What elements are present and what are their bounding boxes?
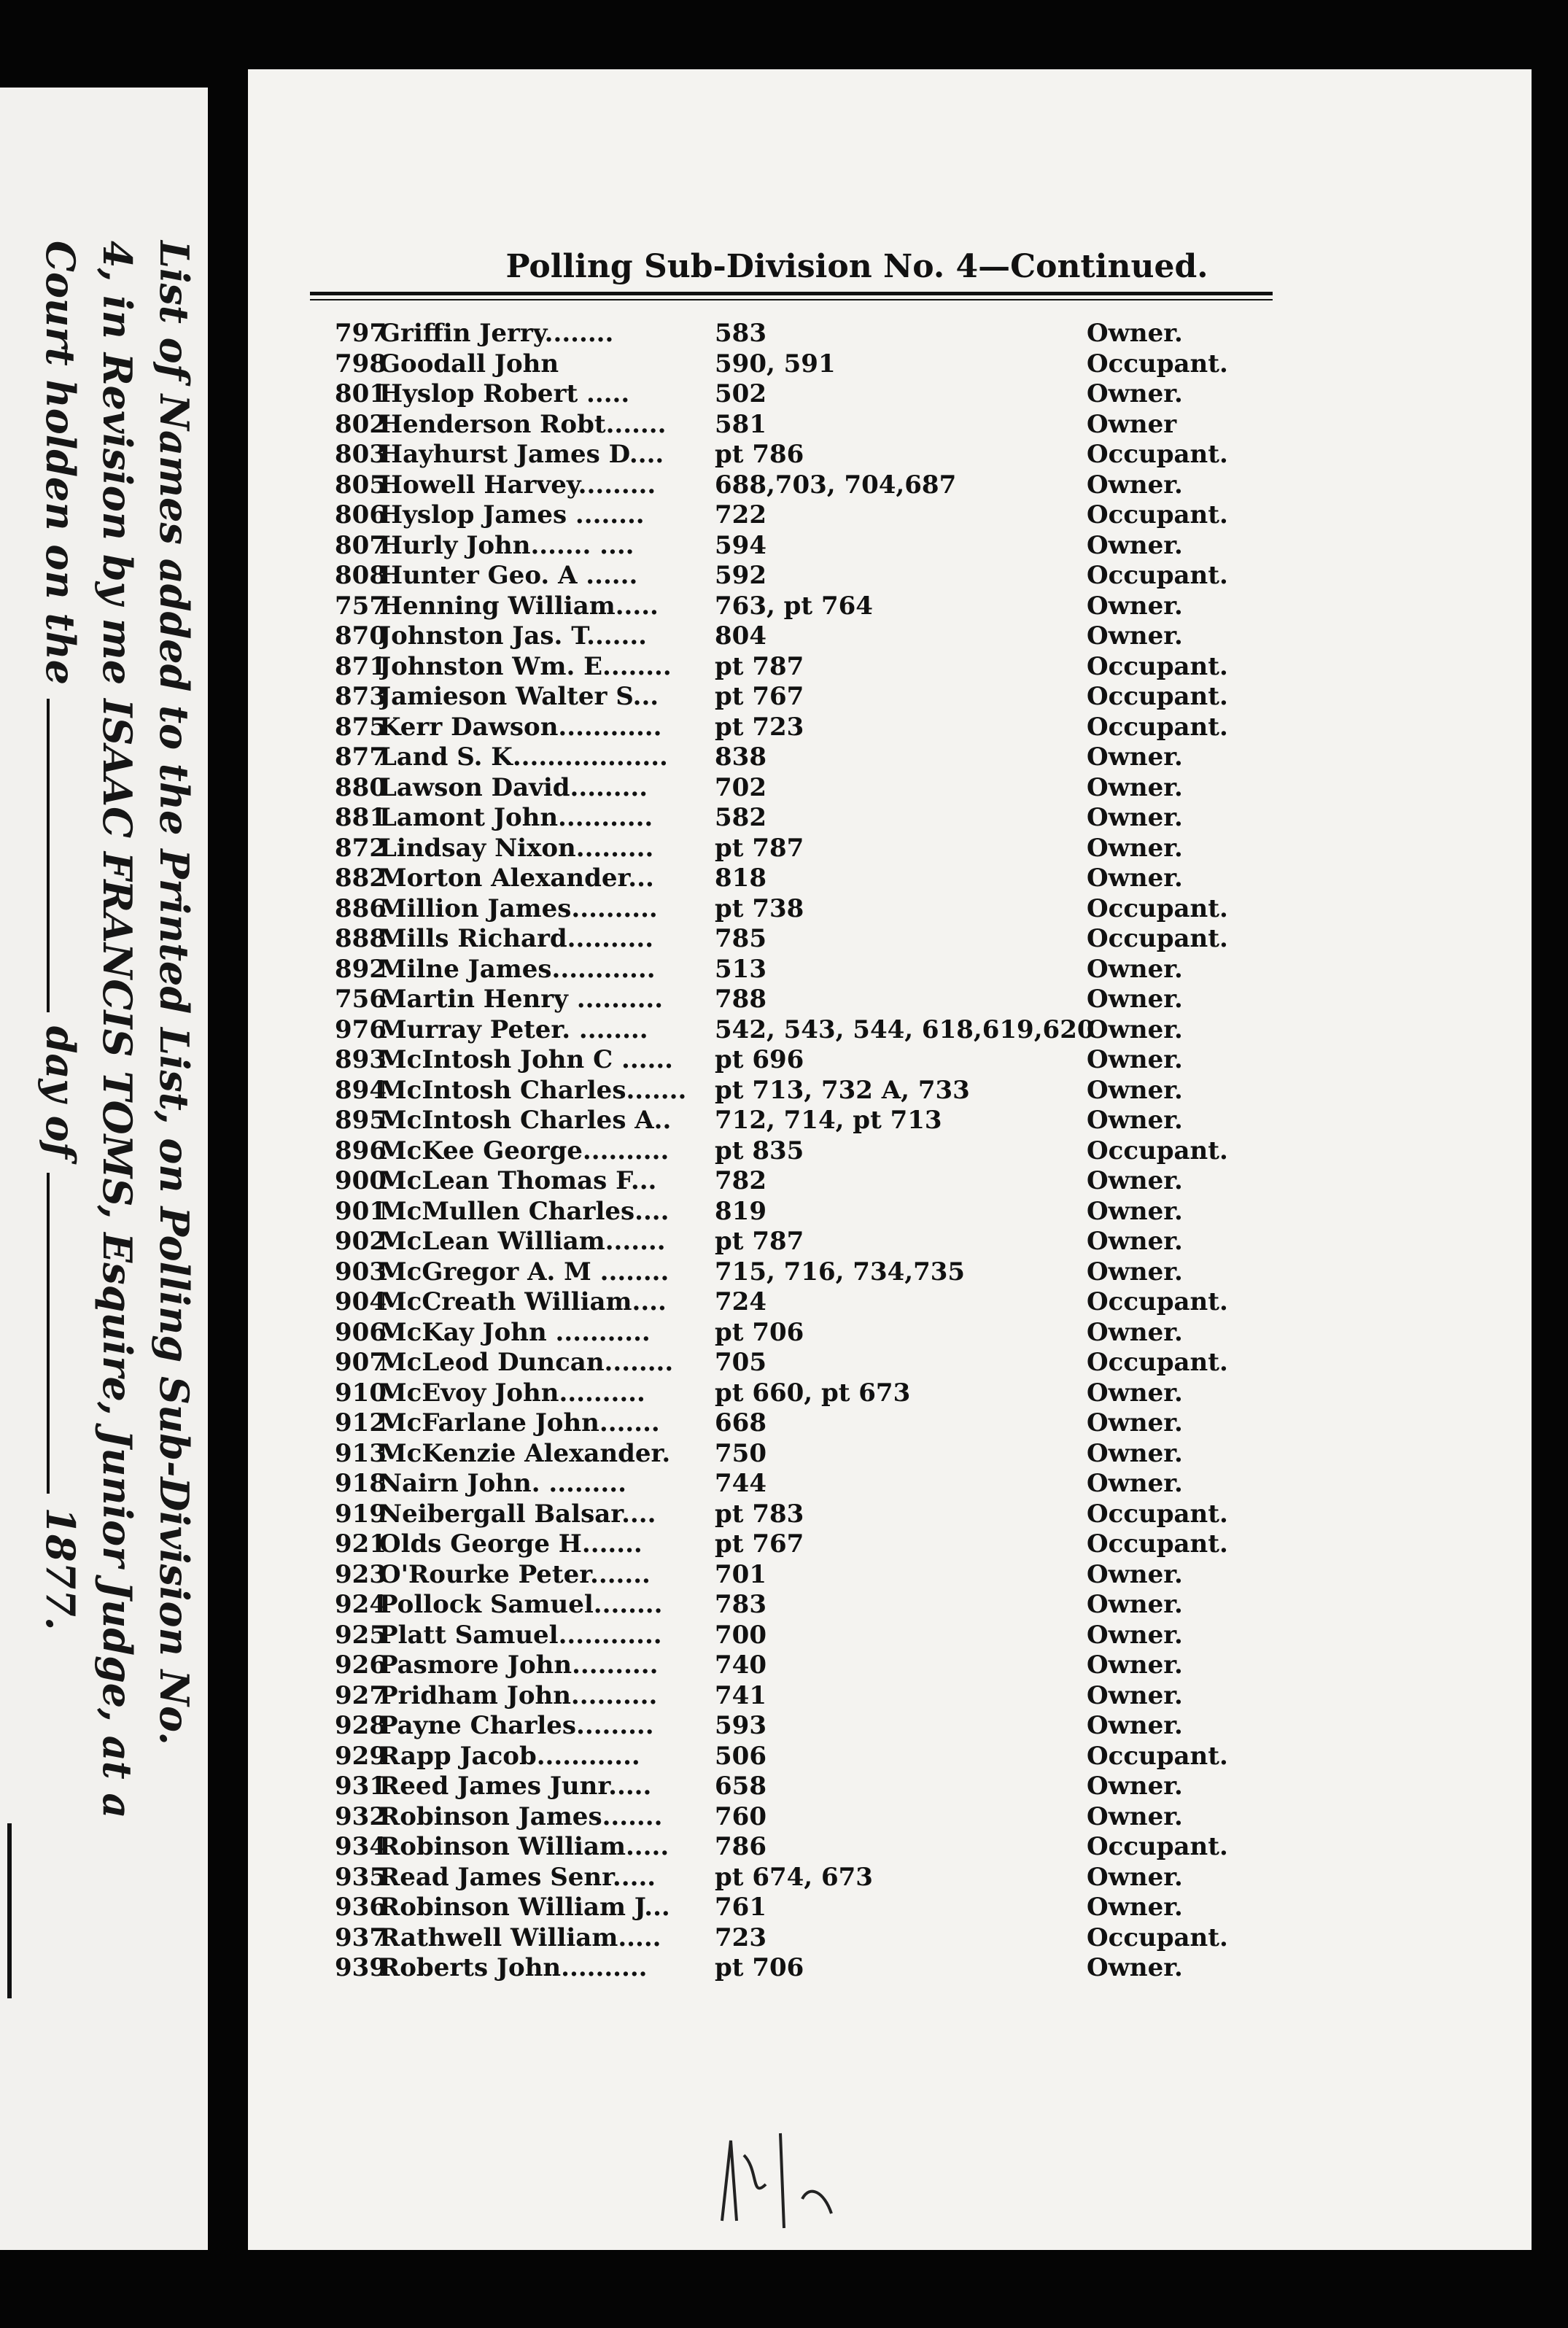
list-item [248,1499,1532,1530]
date-blank [47,699,73,1012]
list-item [248,500,1532,531]
list-item [248,349,1532,380]
voter-name: McFarlane John....... [379,1408,660,1437]
list-item [248,1681,1532,1712]
list-item [248,652,1532,683]
tenure-status: Owner. [1087,1650,1183,1680]
lot-numbers: 818 [715,864,766,893]
voter-name: Morton Alexander... [379,864,654,893]
voter-name: Griffin Jerry........ [379,319,614,348]
entry-number: 919 [335,1499,387,1529]
tenure-status: Owner. [1087,1257,1183,1287]
tenure-status: Owner. [1087,1469,1183,1498]
lot-numbers: 668 [715,1408,766,1437]
list-item [248,1015,1532,1046]
list-item [248,742,1532,773]
tenure-status: Owner. [1087,1014,1183,1044]
voter-name: Read James Senr..... [379,1862,656,1892]
lot-numbers: 581 [715,409,766,439]
entry-number: 873 [335,682,387,711]
voter-name: McMullen Charles.... [379,1196,669,1226]
entry-number: 896 [335,1136,387,1165]
lot-numbers: pt 660, pt 673 [715,1378,911,1408]
voter-name: Rapp Jacob............ [379,1741,640,1771]
entry-number: 803 [335,440,387,469]
lot-numbers: 785 [715,924,766,953]
entry-number: 935 [335,1862,387,1892]
tenure-status: Occupant. [1087,682,1228,711]
tenure-status: Occupant. [1087,500,1228,529]
entry-number: 932 [335,1801,387,1831]
list-item [248,1953,1532,1984]
voter-name: Hunter Geo. A ...... [379,561,638,590]
side-note-line-3 [32,241,89,2028]
list-item [248,955,1532,985]
entry-number: 808 [335,561,387,590]
entry-number: 939 [335,1953,387,1982]
tenure-status: Owner. [1087,954,1183,984]
list-item [248,1590,1532,1621]
lot-numbers: pt 835 [715,1136,804,1165]
title-rule [310,292,1273,295]
list-item [248,591,1532,622]
voter-name: Pollock Samuel........ [379,1590,663,1619]
list-item [248,1439,1532,1470]
list-item [248,924,1532,955]
voter-name: Kerr Dawson............ [379,712,662,742]
lot-numbers: 750 [715,1438,766,1468]
register-page [248,69,1532,2250]
list-item [248,985,1532,1015]
tenure-status: Owner. [1087,1106,1183,1135]
list-item [248,1560,1532,1591]
entry-number: 805 [335,470,387,500]
list-item [248,1106,1532,1136]
entry-number: 806 [335,500,387,529]
entry-number: 894 [335,1075,387,1105]
lot-numbers: pt 696 [715,1045,804,1074]
voter-name: Pridham John.......... [379,1680,658,1710]
tenure-status: Owner. [1087,1801,1183,1831]
tenure-status: Owner. [1087,530,1183,560]
title-rule-thin [310,299,1273,300]
entry-number: 923 [335,1559,387,1589]
voter-name: Million James.......... [379,893,658,923]
voter-name: McLean Thomas F... [379,1166,657,1195]
lot-numbers: pt 723 [715,712,804,742]
lot-numbers: 502 [715,379,766,408]
entry-number: 881 [335,803,387,832]
entry-number: 913 [335,1438,387,1468]
list-item [248,531,1532,562]
voter-name: Neibergall Balsar.... [379,1499,656,1529]
lot-numbers: pt 738 [715,893,804,923]
entry-number: 918 [335,1469,387,1498]
voter-name: McKee George.......... [379,1136,669,1165]
tenure-status: Owner. [1087,1893,1183,1922]
entry-number: 912 [335,1408,387,1437]
entry-number: 870 [335,621,387,651]
lot-numbers: 786 [715,1832,766,1861]
side-note-line-2: 4, in Revision by me ISAAC FRANCIS TOMS, Esquire, Junior Judge, at a [94,241,141,1819]
voter-name: Jamieson Walter S... [379,682,659,711]
lot-numbers: 542, 543, 544, 618,619,620 [715,1014,1095,1044]
tenure-status: Owner. [1087,1953,1183,1982]
entry-number: 888 [335,924,387,953]
entry-number: 904 [335,1287,387,1316]
voter-name: Roberts John.......... [379,1953,648,1982]
tenure-status: Owner. [1087,1408,1183,1437]
list-item [248,864,1532,894]
voter-name: McIntosh Charles....... [379,1075,687,1105]
tenure-status: Owner. [1087,1772,1183,1801]
voter-name: McCreath William.... [379,1287,667,1316]
list-item [248,1832,1532,1863]
lot-numbers: pt 706 [715,1317,804,1347]
tenure-status: Owner. [1087,1045,1183,1074]
voter-name: Milne James............ [379,954,656,984]
side-note [28,241,203,2028]
list-item [248,1923,1532,1954]
voter-name: McLeod Duncan........ [379,1348,674,1377]
entry-number: 797 [335,319,387,348]
margin-rule [7,1823,12,1998]
lot-numbers: 741 [715,1680,766,1710]
list-item [248,1650,1532,1681]
entry-number: 927 [335,1680,387,1710]
tenure-status: Occupant. [1087,1922,1228,1952]
tenure-status: Owner. [1087,591,1183,621]
voter-name: Lindsay Nixon......... [379,833,654,863]
lot-numbers: 593 [715,1711,766,1740]
voter-name: Reed James Junr..... [379,1772,652,1801]
voter-name: Olds George H....... [379,1529,643,1559]
voter-name: Pasmore John.......... [379,1650,659,1680]
tenure-status: Owner. [1087,1075,1183,1105]
list-item [248,773,1532,804]
entry-number: 903 [335,1257,387,1287]
list-item [248,834,1532,864]
lot-numbers: 724 [715,1287,766,1316]
tenure-status: Owner. [1087,772,1183,802]
tenure-status: Occupant. [1087,1348,1228,1377]
voter-name: McEvoy John.......... [379,1378,645,1408]
voter-list [248,319,1532,1984]
voter-name: Hyslop Robert ..... [379,379,630,408]
list-item [248,1166,1532,1197]
list-item [248,1378,1532,1409]
entry-number: 934 [335,1832,387,1861]
voter-name: Mills Richard.......... [379,924,654,953]
lot-numbers: 705 [715,1348,766,1377]
list-item [248,1227,1532,1257]
lot-numbers: pt 786 [715,440,804,469]
list-item [248,1772,1532,1802]
voter-name: Robinson James....... [379,1801,663,1831]
tenure-status: Owner. [1087,1227,1183,1256]
tenure-status: Owner [1087,409,1177,439]
voter-name: Land S. K.................. [379,742,668,772]
voter-name: Rathwell William..... [379,1922,661,1952]
entry-number: 895 [335,1106,387,1135]
tenure-status: Owner. [1087,742,1183,772]
entry-number: 901 [335,1196,387,1226]
list-item [248,1257,1532,1288]
list-item [248,470,1532,501]
tenure-status: Owner. [1087,1317,1183,1347]
tenure-status: Occupant. [1087,1499,1228,1529]
list-item [248,713,1532,743]
entry-number: 902 [335,1227,387,1256]
list-item [248,1621,1532,1651]
voter-name: Henning William..... [379,591,659,621]
month-blank [47,1173,73,1494]
lot-numbers: pt 706 [715,1953,804,1982]
list-item [248,1893,1532,1923]
tenure-status: Occupant. [1087,1741,1228,1771]
lot-numbers: 712, 714, pt 713 [715,1106,942,1135]
entry-number: 798 [335,349,387,379]
tenure-status: Occupant. [1087,893,1228,923]
lot-numbers: pt 783 [715,1499,804,1529]
lot-numbers: 723 [715,1922,766,1952]
entry-number: 936 [335,1893,387,1922]
voter-name: Robinson William J... [379,1893,670,1922]
tenure-status: Owner. [1087,985,1183,1014]
list-item [248,894,1532,925]
handwritten-mark [715,2111,846,2235]
list-item [248,379,1532,410]
tenure-status: Occupant. [1087,1136,1228,1165]
list-item [248,1136,1532,1167]
lot-numbers: 788 [715,985,766,1014]
tenure-status: Owner. [1087,1620,1183,1650]
tenure-status: Owner. [1087,1590,1183,1619]
lot-numbers: 761 [715,1893,766,1922]
lot-numbers: 783 [715,1590,766,1619]
list-item [248,1529,1532,1560]
entry-number: 892 [335,954,387,984]
voter-name: Martin Henry .......... [379,985,664,1014]
list-item [248,561,1532,591]
voter-name: Goodall John [379,349,559,379]
tenure-status: Owner. [1087,864,1183,893]
voter-name: Hayhurst James D.... [379,440,664,469]
tenure-status: Owner. [1087,1680,1183,1710]
lot-numbers: 819 [715,1196,766,1226]
entry-number: 886 [335,893,387,923]
list-item [248,803,1532,834]
voter-name: Henderson Robt....... [379,409,667,439]
side-note-line-1: List of Names added to the Printed List, on Polling Sub-Division No. [151,241,198,1745]
tenure-status: Owner. [1087,833,1183,863]
lot-numbers: 592 [715,561,766,590]
lot-numbers: 513 [715,954,766,984]
voter-name: Howell Harvey......... [379,470,656,500]
voter-name: McIntosh Charles A.. [379,1106,672,1135]
tenure-status: Owner. [1087,470,1183,500]
list-item [248,682,1532,713]
side-note-court-text: Court holden on the [37,241,84,686]
entry-number: 976 [335,1014,387,1044]
voter-name: Lamont John........... [379,803,653,832]
voter-name: McKay John ........... [379,1317,651,1347]
lot-numbers: pt 674, 673 [715,1862,873,1892]
entry-number: 882 [335,864,387,893]
list-item [248,410,1532,441]
voter-name: Johnston Wm. E........ [379,651,672,681]
tenure-status: Occupant. [1087,440,1228,469]
entry-number: 807 [335,530,387,560]
list-item [248,1863,1532,1893]
voter-name: Platt Samuel............ [379,1620,662,1650]
entry-number: 871 [335,651,387,681]
list-item [248,621,1532,652]
side-note-day-text: day of [37,1025,84,1159]
voter-name: Hyslop James ........ [379,500,645,529]
lot-numbers: pt 713, 732 A, 733 [715,1075,970,1105]
lot-numbers: 744 [715,1469,766,1498]
list-item [248,1197,1532,1227]
lot-numbers: 658 [715,1772,766,1801]
entry-number: 907 [335,1348,387,1377]
lot-numbers: 700 [715,1620,766,1650]
tenure-status: Owner. [1087,621,1183,651]
list-item [248,1318,1532,1349]
entry-number: 931 [335,1772,387,1801]
tenure-status: Owner. [1087,319,1183,348]
entry-number: 910 [335,1378,387,1408]
tenure-status: Owner. [1087,379,1183,408]
entry-number: 928 [335,1711,387,1740]
entry-number: 802 [335,409,387,439]
list-item [248,319,1532,349]
tenure-status: Owner. [1087,1166,1183,1195]
lot-numbers: 594 [715,530,766,560]
entry-number: 893 [335,1045,387,1074]
tenure-status: Occupant. [1087,561,1228,590]
lot-numbers: 688,703, 704,687 [715,470,957,500]
voter-name: Murray Peter. ........ [379,1014,648,1044]
entry-number: 875 [335,712,387,742]
list-item [248,1802,1532,1833]
list-item [248,1076,1532,1106]
list-item [248,1742,1532,1772]
entry-number: 757 [335,591,387,621]
lot-numbers: 838 [715,742,766,772]
entry-number: 929 [335,1741,387,1771]
tenure-status: Occupant. [1087,1287,1228,1316]
entry-number: 900 [335,1166,387,1195]
lot-numbers: pt 787 [715,833,804,863]
lot-numbers: 701 [715,1559,766,1589]
entry-number: 924 [335,1590,387,1619]
voter-name: McKenzie Alexander. [379,1438,671,1468]
lot-numbers: 590, 591 [715,349,836,379]
list-item [248,1045,1532,1076]
voter-name: Nairn John. ......... [379,1469,626,1498]
list-item [248,1469,1532,1499]
voter-name: Lawson David......... [379,772,648,802]
lot-numbers: 763, pt 764 [715,591,873,621]
tenure-status: Owner. [1087,1711,1183,1740]
entry-number: 756 [335,985,387,1014]
tenure-status: Occupant. [1087,349,1228,379]
list-item [248,1348,1532,1378]
voter-name: McGregor A. M ........ [379,1257,669,1287]
list-item [248,440,1532,470]
entry-number: 925 [335,1620,387,1650]
entry-number: 921 [335,1529,387,1559]
tenure-status: Occupant. [1087,1529,1228,1559]
entry-number: 880 [335,772,387,802]
voter-name: Hurly John....... .... [379,530,634,560]
entry-number: 937 [335,1922,387,1952]
lot-numbers: pt 787 [715,651,804,681]
lot-numbers: 715, 716, 734,735 [715,1257,966,1287]
tenure-status: Owner. [1087,803,1183,832]
tenure-status: Occupant. [1087,712,1228,742]
entry-number: 872 [335,833,387,863]
side-note-year-text: 1877. [37,1507,84,1631]
lot-numbers: pt 767 [715,1529,804,1559]
voter-name: McIntosh John C ...... [379,1045,674,1074]
lot-numbers: 702 [715,772,766,802]
tenure-status: Owner. [1087,1438,1183,1468]
voter-name: Johnston Jas. T....... [379,621,647,651]
voter-name: Payne Charles......... [379,1711,654,1740]
voter-name: Robinson William..... [379,1832,669,1861]
entry-number: 926 [335,1650,387,1680]
lot-numbers: 740 [715,1650,766,1680]
tenure-status: Owner. [1087,1559,1183,1589]
tenure-status: Occupant. [1087,924,1228,953]
tenure-status: Owner. [1087,1196,1183,1226]
lot-numbers: 583 [715,319,766,348]
lot-numbers: pt 787 [715,1227,804,1256]
lot-numbers: 760 [715,1801,766,1831]
tenure-status: Owner. [1087,1862,1183,1892]
voter-name: O'Rourke Peter....... [379,1559,651,1589]
voter-name: McLean William....... [379,1227,666,1256]
list-item [248,1408,1532,1439]
page-title: Polling Sub-Division No. 4—Continued. [505,248,1208,285]
tenure-status: Occupant. [1087,1832,1228,1861]
tenure-status: Occupant. [1087,651,1228,681]
page-gutter [208,88,248,2250]
lot-numbers: 506 [715,1741,766,1771]
lot-numbers: 782 [715,1166,766,1195]
lot-numbers: pt 767 [715,682,804,711]
entry-number: 801 [335,379,387,408]
entry-number: 877 [335,742,387,772]
tenure-status: Owner. [1087,1378,1183,1408]
lot-numbers: 582 [715,803,766,832]
lot-numbers: 804 [715,621,766,651]
entry-number: 906 [335,1317,387,1347]
list-item [248,1287,1532,1318]
list-item [248,1711,1532,1742]
lot-numbers: 722 [715,500,766,529]
